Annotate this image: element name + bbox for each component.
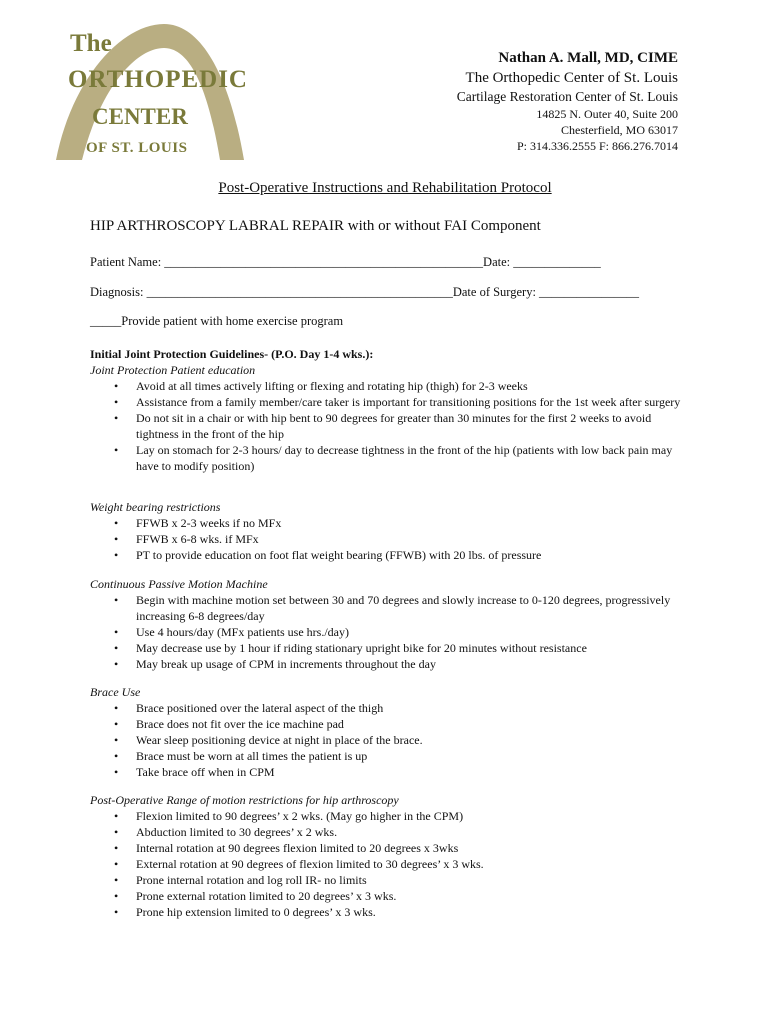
section-subheading: Post-Operative Range of motion restrictions for hip arthroscopy [90, 793, 399, 807]
list-item: • Begin with machine motion set between 30 and 70 degrees and slowly increase to 0-120 degrees, progressively increasing 6-8 degrees/day [136, 592, 690, 624]
logo-text-orthopedic: ORTHOPEDIC [68, 66, 248, 93]
contact-block [457, 48, 678, 154]
cartilage-center-name: Cartilage Restoration Center of St. Louis [456, 89, 678, 104]
list-item: • PT to provide education on foot flat weight bearing (FFWB) with 20 lbs. of pressure [136, 547, 690, 563]
list-item: • External rotation at 90 degrees of flexion limited to 30 degrees’ x 3 wks. [136, 856, 690, 872]
bullet-list [90, 700, 690, 780]
phone-fax: P: 314.336.2555 F: 866.276.7014 [516, 139, 678, 153]
section-weight-bearing [90, 499, 690, 563]
list-item: • Brace must be worn at all times the patient is up [136, 748, 690, 764]
address-line-1: 14825 N. Outer 40, Suite 200 [536, 107, 678, 121]
list-item: • Assistance from a family member/care taker is important for transitioning positions for the 1st week after surgery [136, 394, 690, 410]
logo-text-the: The [70, 30, 112, 57]
list-item: • FFWB x 2-3 weeks if no MFx [136, 515, 690, 531]
list-item: • Lay on stomach for 2-3 hours/ day to decrease tightness in the front of the hip (patients with low back pain may have to modify position) [136, 442, 690, 474]
logo-text-center: CENTER [92, 104, 188, 129]
address-line-2: Chesterfield, MO 63017 [561, 123, 678, 137]
document-title: Post-Operative Instructions and Rehabilitation Protocol [218, 180, 552, 196]
list-item: • Abduction limited to 30 degrees’ x 2 wks. [136, 824, 690, 840]
list-item: • Prone external rotation limited to 20 degrees’ x 3 wks. [136, 888, 690, 904]
section-heading: Initial Joint Protection Guidelines- (P.O. Day 1-4 wks.): [90, 347, 374, 361]
list-item: • FFWB x 6-8 wks. if MFx [136, 531, 690, 547]
section-initial-guidelines [90, 346, 690, 474]
section-cpm [90, 576, 690, 672]
list-item: • Wear sleep positioning device at night in place of the brace. [136, 732, 690, 748]
section-range-of-motion [90, 792, 690, 920]
list-item: • Use 4 hours/day (MFx patients use hrs./day) [136, 624, 690, 640]
diagnosis-line: Diagnosis: _________________________________________________Date of Surgery: ________________ [90, 285, 640, 299]
home-exercise-line: _____Provide patient with home exercise program [90, 314, 344, 328]
logo-text-st-louis: OF ST. LOUIS [86, 140, 188, 156]
section-subheading: Continuous Passive Motion Machine [90, 577, 268, 591]
list-item: • Internal rotation at 90 degrees flexion limited to 20 degrees x 3wks [136, 840, 690, 856]
bullet-list [90, 592, 690, 672]
section-subheading: Brace Use [90, 685, 141, 699]
logo [52, 18, 268, 162]
list-item: • May decrease use by 1 hour if riding stationary upright bike for 20 minutes without resistance [136, 640, 690, 656]
list-item: • Take brace off when in CPM [136, 764, 690, 780]
list-item: • Brace does not fit over the ice machine pad [136, 716, 690, 732]
bullet-list [90, 808, 690, 920]
bullet-list [90, 515, 690, 563]
list-item: • May break up usage of CPM in increments throughout the day [136, 656, 690, 672]
bullet-list [90, 378, 690, 474]
list-item: • Prone hip extension limited to 0 degrees’ x 3 wks. [136, 904, 690, 920]
section-subheading: Weight bearing restrictions [90, 500, 221, 514]
list-item: • Flexion limited to 90 degrees’ x 2 wks. (May go higher in the CPM) [136, 808, 690, 824]
list-item: • Brace positioned over the lateral aspect of the thigh [136, 700, 690, 716]
center-name: The Orthopedic Center of St. Louis [465, 70, 678, 86]
patient-name-line: Patient Name: ___________________________________________________Date: ______________ [90, 255, 601, 269]
list-item: • Prone internal rotation and log roll IR- no limits [136, 872, 690, 888]
procedure-title: HIP ARTHROSCOPY LABRAL REPAIR with or without FAI Component [90, 218, 541, 234]
list-item: • Do not sit in a chair or with hip bent to 90 degrees for greater than 30 minutes for the first 2 weeks to avoid tightness in the front of the hip [136, 410, 690, 442]
physician-name: Nathan A. Mall, MD, CIME [498, 50, 678, 66]
list-item: • Avoid at all times actively lifting or flexing and rotating hip (thigh) for 2-3 weeks [136, 378, 690, 394]
section-brace-use [90, 684, 690, 780]
section-subheading: Joint Protection Patient education [90, 363, 256, 377]
